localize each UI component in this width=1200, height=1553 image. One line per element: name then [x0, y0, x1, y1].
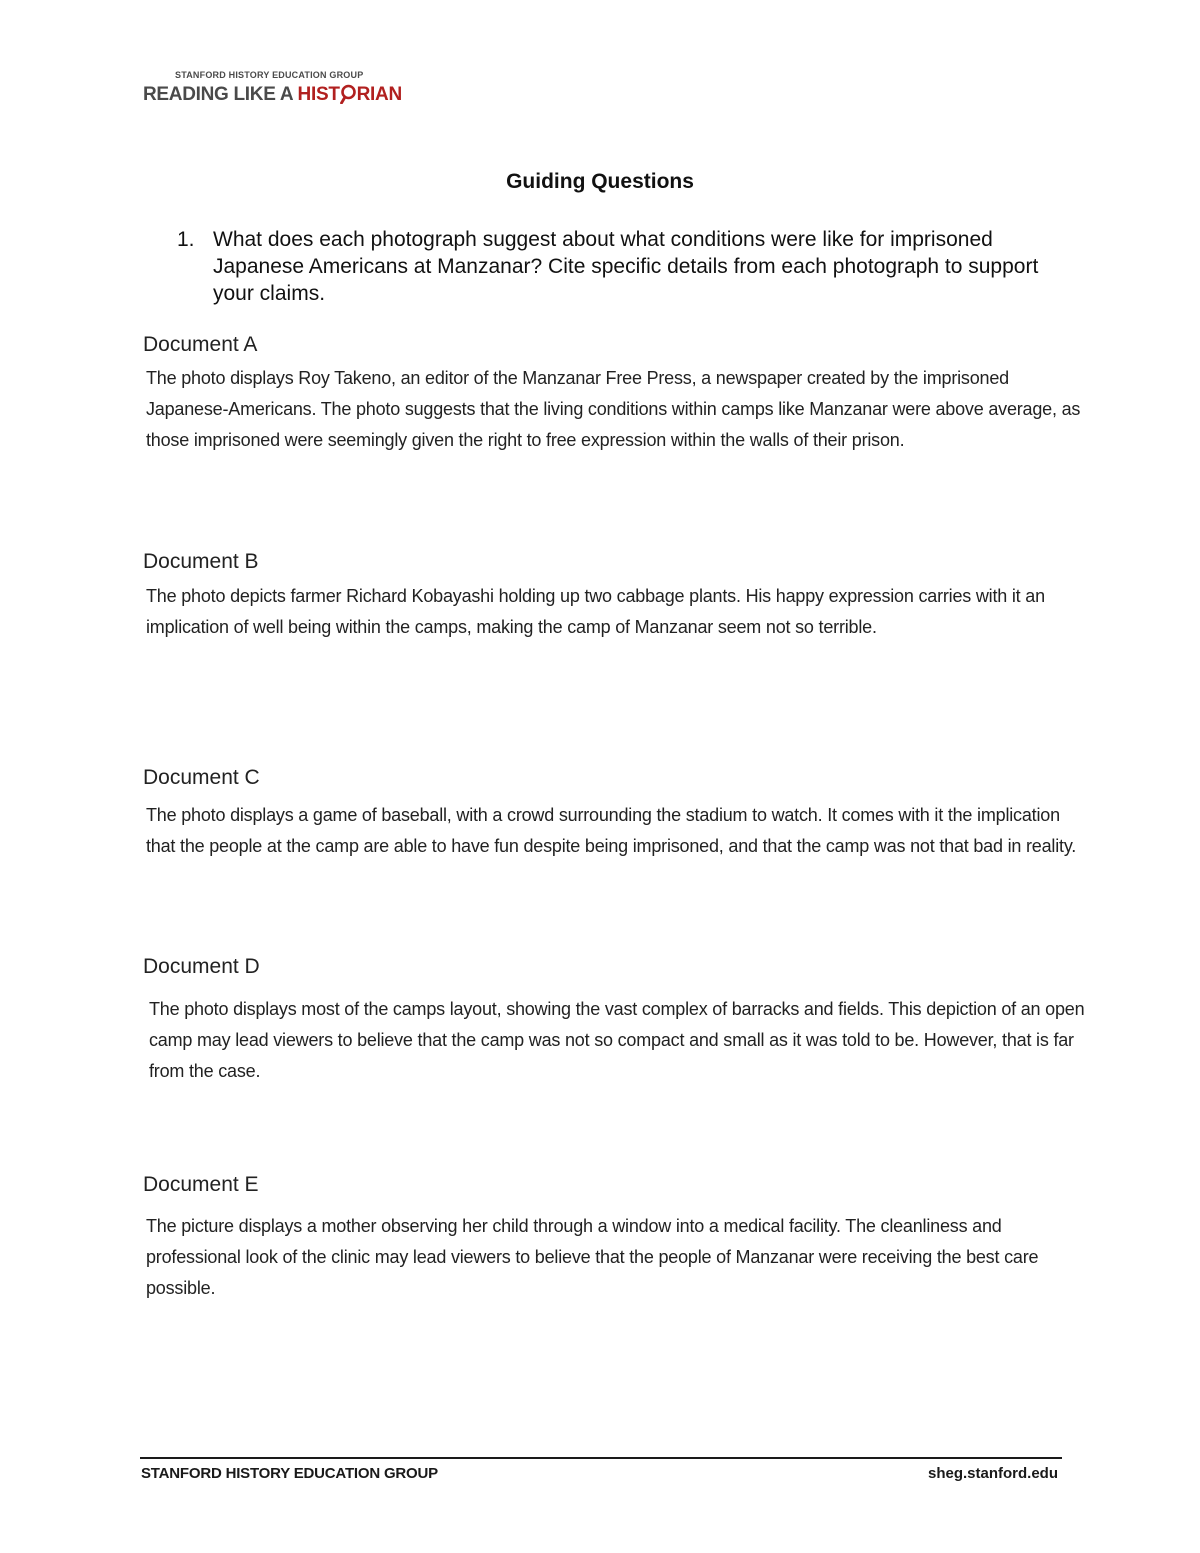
document-c-body: The photo displays a game of baseball, with a crowd surrounding the stadium to watch. It comes with it the implication that the people at the camp are able to have fun despite being imprisoned, and that the camp was not that bad in reality.: [146, 805, 1077, 856]
logo-main-red-1: HIST: [297, 84, 340, 105]
document-d-body: The photo displays most of the camps layout, showing the vast complex of barracks and fields. This depiction of an open camp may lead viewers to believe that the camp was not so compact and small as it was told to be. However, that is far from the case.: [149, 999, 1085, 1081]
document-e-body: The picture displays a mother observing her child through a window into a medical facility. The cleanliness and professional look of the clinic may lead viewers to believe that the people of Manzanar were receiving the best care possible.: [146, 1216, 1039, 1298]
document-a-body: The photo displays Roy Takeno, an editor of the Manzanar Free Press, a newspaper created by the imprisoned Japanese-Americans. The photo suggests that the living conditions within camps like Manzanar were above average, as those imprisoned were seemingly given the right to free expression within the walls of their prison.: [146, 368, 1081, 450]
document-c-title: Document C: [143, 766, 260, 789]
footer-org-name: STANFORD HISTORY EDUCATION GROUP: [141, 1465, 438, 1482]
logo: [143, 70, 402, 110]
footer-website: sheg.stanford.edu: [927, 1465, 1058, 1482]
question-text: What does each photograph suggest about what conditions were like for imprisoned Japanese Americans at Manzanar? Cite specific details from each photograph to support your claims.: [213, 228, 1039, 305]
magnifying-glass-icon: [340, 84, 357, 102]
logo-top-line: STANFORD HISTORY EDUCATION GROUP: [175, 70, 364, 80]
logo-main-red-2: RIAN: [356, 84, 402, 105]
document-b-title: Document B: [143, 550, 259, 573]
logo-main-prefix: READING LIKE A: [143, 84, 298, 105]
document-e-title: Document E: [143, 1173, 259, 1196]
logo-main-line: [143, 83, 402, 107]
document-d-title: Document D: [143, 955, 260, 978]
footer-divider: [140, 1457, 1062, 1459]
page-title: Guiding Questions: [506, 170, 694, 193]
question-number: 1.: [177, 228, 195, 251]
document-a-title: Document A: [143, 333, 258, 356]
document-b-body: The photo depicts farmer Richard Kobayashi holding up two cabbage plants. His happy expression carries with it an implication of well being within the camps, making the camp of Manzanar seem not so terrible.: [146, 586, 1045, 637]
